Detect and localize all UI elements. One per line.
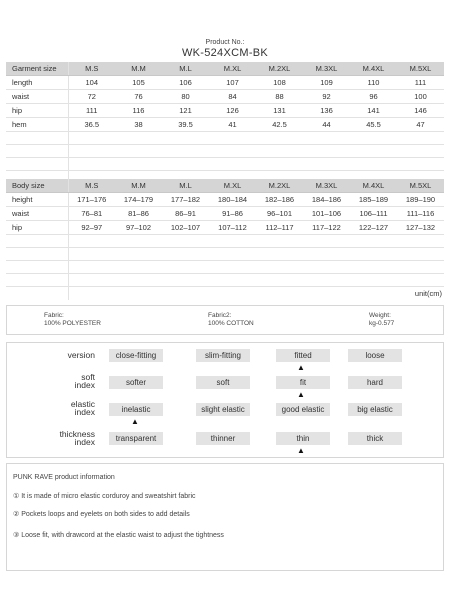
table-row bbox=[6, 90, 444, 104]
blank-row bbox=[6, 248, 444, 261]
garment-size-heading: Garment size bbox=[6, 62, 68, 76]
blank-row bbox=[6, 158, 444, 171]
index-label-line: index bbox=[74, 437, 95, 447]
table-cell: 180–184 bbox=[209, 193, 256, 207]
soft-option: softer bbox=[109, 376, 163, 389]
fabric-1-label: Fabric: bbox=[44, 312, 64, 319]
size-heading: M.5XL bbox=[397, 179, 444, 193]
row-label: hem bbox=[6, 118, 68, 132]
up-arrow-icon: ▲ bbox=[131, 417, 139, 426]
table-cell: 106–111 bbox=[350, 207, 397, 221]
table-cell: 88 bbox=[256, 90, 303, 104]
table-cell: 36.5 bbox=[68, 118, 115, 132]
weight bbox=[369, 312, 394, 328]
size-heading: M.XL bbox=[209, 62, 256, 76]
table-cell: 92–97 bbox=[68, 221, 115, 235]
fabric-1 bbox=[44, 312, 101, 328]
table-cell: 109 bbox=[303, 76, 350, 90]
unit-row bbox=[6, 287, 444, 301]
table-cell: 81–86 bbox=[115, 207, 162, 221]
weight-label: Weight: bbox=[369, 312, 391, 319]
size-heading: M.2XL bbox=[256, 179, 303, 193]
table-cell: 107–112 bbox=[209, 221, 256, 235]
thickness-index-label bbox=[25, 430, 95, 446]
thickness-label-line: thickness bbox=[59, 429, 95, 439]
size-heading: M.XL bbox=[209, 179, 256, 193]
table-cell: 131 bbox=[256, 104, 303, 118]
table-cell: 47 bbox=[397, 118, 444, 132]
table-row bbox=[6, 104, 444, 118]
table-cell: 127–132 bbox=[397, 221, 444, 235]
info-line: ③ Loose fit, with drawcord at the elastic waist to adjust the tightness bbox=[13, 532, 224, 539]
table-cell: 112–117 bbox=[256, 221, 303, 235]
blank-row bbox=[6, 261, 444, 274]
size-heading: M.M bbox=[115, 179, 162, 193]
body-size-heading: Body size bbox=[6, 179, 68, 193]
table-cell: 76–81 bbox=[68, 207, 115, 221]
version-label: version bbox=[67, 350, 95, 360]
size-heading: M.L bbox=[162, 62, 209, 76]
fabric-2-value: 100% COTTON bbox=[208, 320, 254, 327]
up-arrow-icon: ▲ bbox=[297, 446, 305, 455]
table-cell: 110 bbox=[350, 76, 397, 90]
version-option: slim-fitting bbox=[196, 349, 250, 362]
up-arrow-icon: ▲ bbox=[297, 390, 305, 399]
table-cell: 117–122 bbox=[303, 221, 350, 235]
product-header bbox=[0, 38, 450, 60]
info-line: ② Pockets loops and eyelets on both sides to add details bbox=[13, 511, 190, 518]
info-line: ① It is made of micro elastic corduroy and sweatshirt fabric bbox=[13, 493, 196, 500]
version-option: close-fitting bbox=[109, 349, 163, 362]
product-code: WK-524XCM-BK bbox=[181, 47, 269, 59]
table-cell: 122–127 bbox=[350, 221, 397, 235]
table-row bbox=[6, 207, 444, 221]
table-cell: 146 bbox=[397, 104, 444, 118]
row-label: hip bbox=[6, 221, 68, 235]
blank-row bbox=[6, 274, 444, 287]
table-cell: 136 bbox=[303, 104, 350, 118]
elastic-option-selected: inelastic bbox=[109, 403, 163, 416]
row-label: hip bbox=[6, 104, 68, 118]
soft-index-label bbox=[25, 373, 95, 389]
size-heading: M.4XL bbox=[350, 62, 397, 76]
body-size-table bbox=[6, 179, 444, 300]
product-info-box bbox=[6, 463, 444, 571]
table-cell: 107 bbox=[209, 76, 256, 90]
table-cell: 182–186 bbox=[256, 193, 303, 207]
thickness-option: thinner bbox=[196, 432, 250, 445]
soft-option: soft bbox=[196, 376, 250, 389]
table-cell: 42.5 bbox=[256, 118, 303, 132]
table-cell: 185–189 bbox=[350, 193, 397, 207]
row-label: waist bbox=[6, 90, 68, 104]
table-cell: 184–186 bbox=[303, 193, 350, 207]
elastic-option: good elastic bbox=[276, 403, 330, 416]
table-cell: 45.5 bbox=[350, 118, 397, 132]
table-cell: 111 bbox=[397, 76, 444, 90]
size-heading: M.5XL bbox=[397, 62, 444, 76]
table-cell: 121 bbox=[162, 104, 209, 118]
table-cell: 101–106 bbox=[303, 207, 350, 221]
garment-header-row bbox=[6, 62, 444, 76]
size-heading: M.M bbox=[115, 62, 162, 76]
unit-label: unit(cm) bbox=[414, 289, 442, 298]
table-cell: 96 bbox=[350, 90, 397, 104]
soft-option: hard bbox=[348, 376, 402, 389]
blank-row bbox=[6, 145, 444, 158]
table-row bbox=[6, 193, 444, 207]
row-label: height bbox=[6, 193, 68, 207]
size-heading: M.S bbox=[68, 62, 115, 76]
table-cell: 106 bbox=[162, 76, 209, 90]
table-cell: 116 bbox=[115, 104, 162, 118]
table-cell: 126 bbox=[209, 104, 256, 118]
table-row bbox=[6, 76, 444, 90]
up-arrow-icon: ▲ bbox=[297, 363, 305, 372]
index-label-line: index bbox=[74, 407, 95, 417]
soft-label-line: soft bbox=[81, 372, 95, 382]
version-option-selected: fitted bbox=[276, 349, 330, 362]
thickness-option-selected: thin bbox=[276, 432, 330, 445]
size-heading: M.4XL bbox=[350, 179, 397, 193]
blank-row bbox=[6, 235, 444, 248]
fit-chart bbox=[6, 342, 444, 458]
elastic-label-line: elastic bbox=[70, 399, 95, 409]
blank-row bbox=[6, 132, 444, 145]
elastic-option: big elastic bbox=[348, 403, 402, 416]
table-cell: 97–102 bbox=[115, 221, 162, 235]
table-cell: 189–190 bbox=[397, 193, 444, 207]
thickness-option: transparent bbox=[109, 432, 163, 445]
index-label-line: index bbox=[74, 380, 95, 390]
size-heading: M.L bbox=[162, 179, 209, 193]
weight-value: kg-0.577 bbox=[369, 320, 395, 327]
table-cell: 105 bbox=[115, 76, 162, 90]
table-cell: 80 bbox=[162, 90, 209, 104]
table-cell: 86–91 bbox=[162, 207, 209, 221]
elastic-option: slight elastic bbox=[196, 403, 250, 416]
table-cell: 96–101 bbox=[256, 207, 303, 221]
table-cell: 39.5 bbox=[162, 118, 209, 132]
table-cell: 111–116 bbox=[397, 207, 444, 221]
table-cell: 76 bbox=[115, 90, 162, 104]
size-heading: M.3XL bbox=[303, 179, 350, 193]
table-cell: 174–179 bbox=[115, 193, 162, 207]
fabric-2-label: Fabric2: bbox=[208, 312, 232, 319]
table-cell: 171–176 bbox=[68, 193, 115, 207]
body-header-row bbox=[6, 179, 444, 193]
table-cell: 104 bbox=[68, 76, 115, 90]
size-heading: M.S bbox=[68, 179, 115, 193]
table-cell: 111 bbox=[68, 104, 115, 118]
elastic-index-label bbox=[25, 400, 95, 416]
product-number-label: Product No.: bbox=[205, 39, 245, 46]
table-cell: 92 bbox=[303, 90, 350, 104]
fabric-1-value: 100% POLYESTER bbox=[44, 320, 101, 327]
info-title: PUNK RAVE product information bbox=[13, 474, 115, 481]
table-row bbox=[6, 118, 444, 132]
table-cell: 44 bbox=[303, 118, 350, 132]
table-cell: 100 bbox=[397, 90, 444, 104]
garment-size-table bbox=[6, 62, 444, 184]
row-label: waist bbox=[6, 207, 68, 221]
table-cell: 84 bbox=[209, 90, 256, 104]
table-cell: 72 bbox=[68, 90, 115, 104]
table-cell: 41 bbox=[209, 118, 256, 132]
thickness-option: thick bbox=[348, 432, 402, 445]
fabric-2 bbox=[208, 312, 254, 328]
table-cell: 38 bbox=[115, 118, 162, 132]
table-row bbox=[6, 221, 444, 235]
size-heading: M.3XL bbox=[303, 62, 350, 76]
table-cell: 108 bbox=[256, 76, 303, 90]
size-heading: M.2XL bbox=[256, 62, 303, 76]
table-cell: 141 bbox=[350, 104, 397, 118]
table-cell: 91–86 bbox=[209, 207, 256, 221]
fabric-info-box bbox=[6, 305, 444, 335]
version-option: loose bbox=[348, 349, 402, 362]
table-cell: 102–107 bbox=[162, 221, 209, 235]
table-cell: 177–182 bbox=[162, 193, 209, 207]
soft-option-selected: fit bbox=[276, 376, 330, 389]
row-label: length bbox=[6, 76, 68, 90]
